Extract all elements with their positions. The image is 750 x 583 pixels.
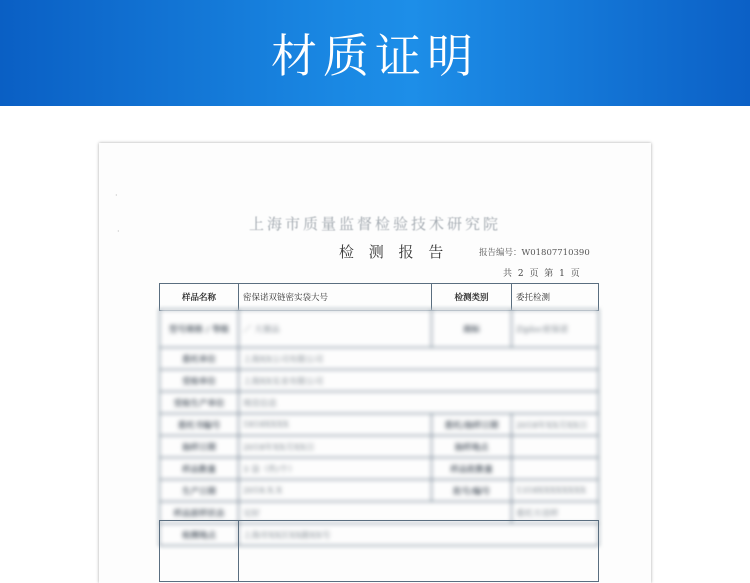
scan-speck: · xyxy=(115,191,118,200)
scan-speck: · xyxy=(117,227,120,236)
empty-cell xyxy=(160,521,239,582)
row-label: 委托单位 xyxy=(160,348,239,370)
row-label: 样品原样状态 xyxy=(160,502,239,524)
table-row xyxy=(160,414,599,436)
row-label: 受检单位 xyxy=(160,370,239,392)
row-value: 2018年XX月XX日 xyxy=(239,436,432,458)
row-label: 受检生产单位 xyxy=(160,392,239,414)
table-row xyxy=(160,392,599,414)
row-value: ／ 大號品 xyxy=(239,310,432,348)
report-table-header xyxy=(159,283,599,311)
row-label-2: 抽样地点 xyxy=(432,436,512,458)
row-value: 3 袋（件/个） xyxy=(239,458,432,480)
row-value-2 xyxy=(512,458,599,480)
banner-title: 材质证明 xyxy=(271,29,479,83)
table-row-sample xyxy=(160,284,599,311)
institute-name: 上海市质量监督检验技术研究院 xyxy=(248,215,501,233)
test-report-document xyxy=(99,143,651,583)
row-label: 抽样日期 xyxy=(160,436,239,458)
table-row xyxy=(160,310,599,348)
table-row xyxy=(160,436,599,458)
report-number: 报告编号：W01807710390 xyxy=(479,248,590,258)
empty-cell xyxy=(239,521,599,582)
report-table-blurred xyxy=(159,309,599,546)
row-label: 生产日期 xyxy=(160,480,239,502)
row-value: 完好 xyxy=(239,502,512,524)
table-row xyxy=(160,480,599,502)
row-value: 规范信息 xyxy=(239,392,599,414)
row-value-2: 1318XXXXXXXX xyxy=(512,480,599,502)
row-value: 上海XX公司有限公司 xyxy=(239,348,599,370)
row-value: 1818XXXX xyxy=(239,414,432,436)
table-row xyxy=(160,458,599,480)
report-title: 检 测 报 告 xyxy=(339,243,449,261)
sample-name-label: 样品名称 xyxy=(160,284,239,311)
row-value-2: 委托方送样 xyxy=(512,502,599,524)
row-value-2 xyxy=(512,436,599,458)
test-category-value: 委托检测 xyxy=(512,284,599,311)
test-category-label: 检测类别 xyxy=(432,284,512,311)
row-label: 委托书编号 xyxy=(160,414,239,436)
row-value: 上海XX实业有限公司 xyxy=(239,370,599,392)
row-label: 检测地点 xyxy=(160,524,239,546)
table-row xyxy=(160,348,599,370)
page-info: 共 2 页 第 1 页 xyxy=(503,269,580,279)
report-table-footer xyxy=(159,520,599,582)
sample-name-value: 密保诺双链密实袋大号 xyxy=(239,284,432,311)
header-banner xyxy=(0,0,750,106)
row-label: 样品数量 xyxy=(160,458,239,480)
row-label-2: 批号/编号 xyxy=(432,480,512,502)
row-label-2: 委托/抽样日期 xyxy=(432,414,512,436)
row-value-2: 2018年XX月XX日 xyxy=(512,414,599,436)
row-label-2: 样品批数量 xyxy=(432,458,512,480)
row-value: 2018.X.X xyxy=(239,480,432,502)
table-row xyxy=(160,370,599,392)
row-value-2: Ziploc密保诺 xyxy=(512,310,599,348)
table-row-empty xyxy=(160,521,599,582)
row-label-2: 商标 xyxy=(432,310,512,348)
row-label: 型号规格 / 等级 xyxy=(160,310,239,348)
row-value: 上海市XX区XX路XX号 xyxy=(239,524,599,546)
